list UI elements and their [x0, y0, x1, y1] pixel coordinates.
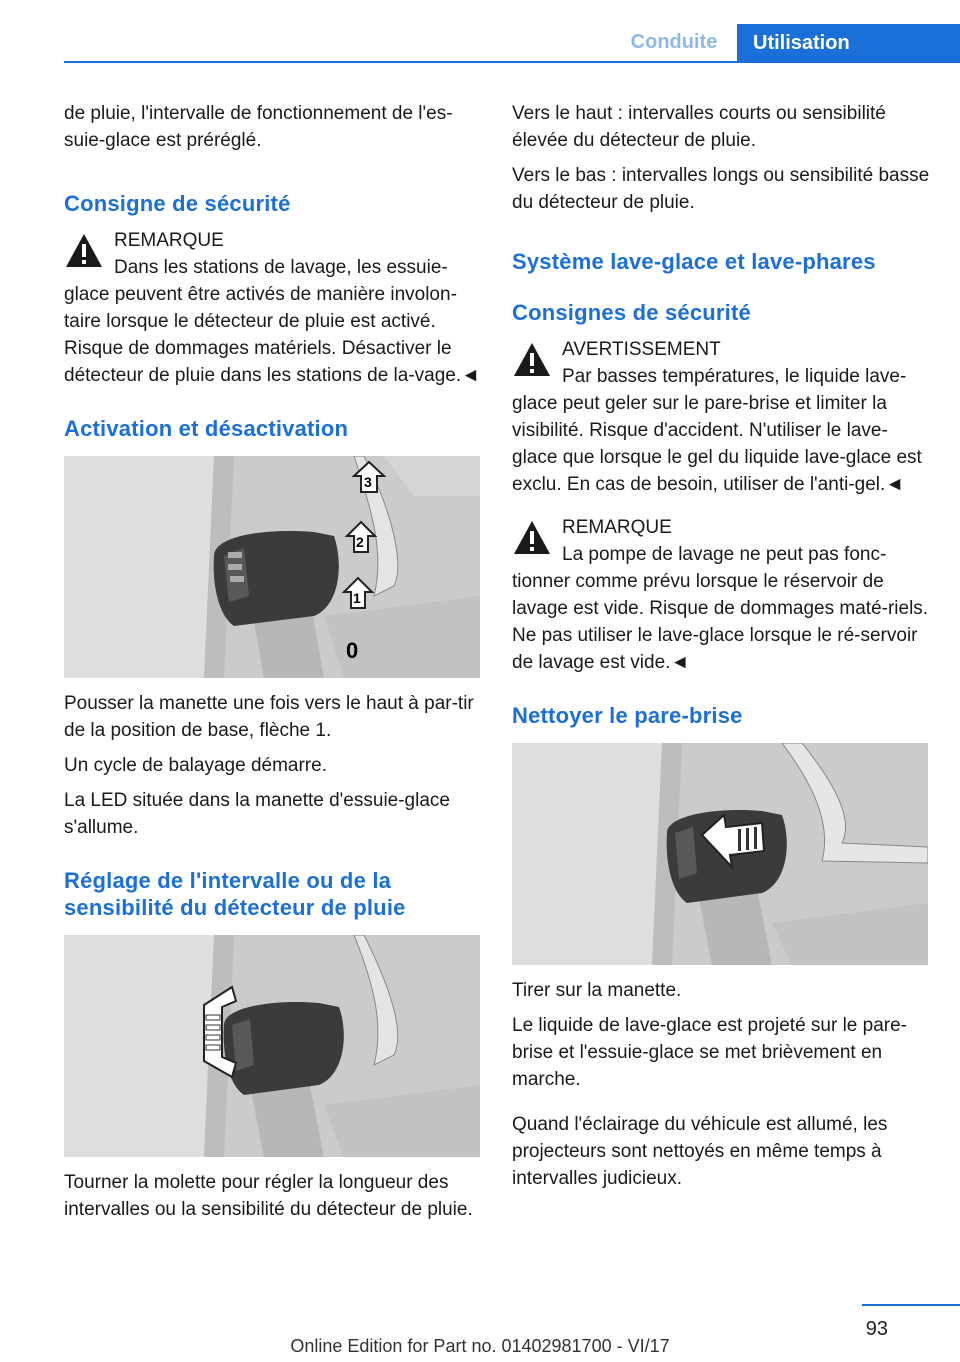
paragraph-down: Vers le bas : intervalles longs ou sensibilité basse du détecteur de pluie. [512, 165, 930, 213]
warning-title: REMARQUE [562, 517, 672, 538]
fig1-label-1: 1 [353, 590, 361, 606]
warning-text: Par basses températures, le liquide lave-glace peut geler sur le pare-brise et limiter la visibilité. Risque d'accident. N'utiliser le lave-glace que lorsque le gel du liquide lave-glace est exclu. En cas de besoin, utiliser de l'anti-gel.◄ [512, 366, 922, 495]
heading-washer-system: Système lave-glace et lave-phares [512, 249, 876, 274]
warning-text: Dans les stations de lavage, les essuie-glace peuvent être activés de manière involon-taire lorsque le détecteur de pluie est activé. Risque de dommages matériels. Désactiver le détecteur de pluie dans les stations de la-vage.◄ [64, 257, 480, 386]
heading-interval: Réglage de l'intervalle ou de la sensibilité du détecteur de pluie [64, 868, 406, 920]
warning-triangle-icon [64, 231, 104, 271]
warning-title: REMARQUE [114, 230, 224, 251]
footer-rule [862, 1304, 960, 1306]
fig1-label-2: 2 [356, 534, 364, 550]
warning-title: AVERTISSEMENT [562, 339, 721, 360]
heading-safety: Consigne de sécurité [64, 191, 291, 216]
paragraph-headlights: Quand l'éclairage du véhicule est allumé, les projecteurs sont nettoyés en même temps à intervalles judicieux. [512, 1114, 888, 1189]
paragraph-cycle: Un cycle de balayage démarre. [64, 755, 327, 776]
paragraph-push-stalk: Pousser la manette une fois vers le haut à par-tir de la position de base, flèche 1. [64, 693, 474, 741]
warning-block-2 [512, 336, 930, 498]
heading-activation: Activation et désactivation [64, 416, 349, 441]
footer-edition: Online Edition for Part no. 01402981700 - VI/17 [290, 1336, 670, 1356]
warning-triangle-icon [512, 518, 552, 558]
warning-block-1 [64, 227, 482, 389]
paragraph-up: Vers le haut : intervalles courts ou sensibilité élevée du détecteur de pluie. [512, 103, 886, 151]
tab-conduite[interactable]: Conduite [630, 31, 718, 53]
tab-utilisation[interactable]: Utilisation [737, 24, 960, 62]
figure-pull-stalk [512, 743, 928, 965]
paragraph-led: La LED située dans la manette d'essuie-glace s'allume. [64, 790, 450, 838]
warning-text: La pompe de lavage ne peut pas fonc-tionner comme prévu lorsque le réservoir de lavage est vide. Risque de dommages maté-riels. Ne pas utiliser le lave-glace lorsque le ré-servoir de lavage est vide.◄ [512, 544, 929, 673]
left-column [64, 100, 482, 1223]
warning-block-3 [512, 514, 930, 676]
interval-wheel-illustration [64, 935, 480, 1157]
heading-clean-windshield: Nettoyer le pare-brise [512, 703, 743, 728]
right-column [512, 100, 930, 1192]
wiper-stalk-illustration [64, 456, 480, 678]
warning-triangle-icon [512, 340, 552, 380]
intro-text: de pluie, l'intervalle de fonctionnement de l'es-suie-glace est préréglé. [64, 103, 453, 151]
figure-wiper-stalk-positions [64, 456, 480, 678]
fig1-label-3: 3 [364, 474, 372, 490]
page-number: 93 [865, 1318, 888, 1340]
figure-interval-wheel [64, 935, 480, 1157]
fig1-label-0: 0 [346, 638, 359, 663]
pull-stalk-illustration [512, 743, 928, 965]
paragraph-fluid-sprayed: Le liquide de lave-glace est projeté sur le pare-brise et l'essuie-glace se met brièvement en marche. [512, 1015, 908, 1090]
heading-safety-notes: Consignes de sécurité [512, 300, 751, 325]
paragraph-turn-wheel: Tourner la molette pour régler la longueur des intervalles ou la sensibilité du détecteur de pluie. [64, 1172, 473, 1220]
paragraph-pull: Tirer sur la manette. [512, 980, 682, 1001]
